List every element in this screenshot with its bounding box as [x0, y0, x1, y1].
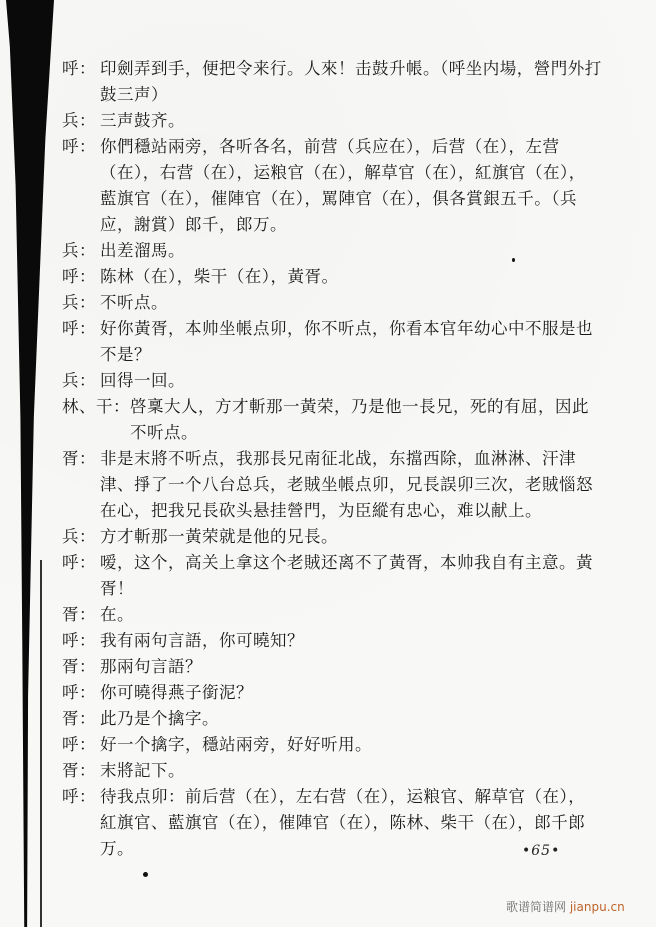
- page-number: •65•: [522, 843, 561, 859]
- dialogue-line: [62, 524, 602, 550]
- speaker-label: 兵：: [62, 241, 96, 260]
- speaker-label: 林、干：: [62, 397, 130, 416]
- dialogue-text: 印劍弄到手，便把令来行。人來！击鼓升帳。（呼坐内場，營門外打鼓三声）: [100, 59, 602, 104]
- dialogue-line: [62, 732, 602, 758]
- dialogue-text: 不听点。: [100, 293, 168, 312]
- dialogue-text: 我有兩句言語，你可曉知？: [100, 631, 304, 650]
- dialogue-line: [62, 56, 602, 108]
- dialogue-line: [62, 654, 602, 680]
- watermark-url: jianpu.cn: [569, 900, 625, 914]
- dialogue-text: 嗳，这个，高关上拿这个老賊还离不了黃胥，本帅我自有主意。黃胥！: [100, 553, 593, 598]
- speaker-label: 胥：: [62, 449, 96, 468]
- speaker-label: 呼：: [62, 267, 96, 286]
- dialogue-text: 好一个擒字，穩站兩旁，好好听用。: [100, 735, 372, 754]
- dialogue-line: [62, 108, 602, 134]
- dialogue-text: 末將記下。: [100, 761, 185, 780]
- speaker-label: 呼：: [62, 631, 96, 650]
- script-dialogue: [62, 56, 602, 862]
- speaker-label: 胥：: [62, 709, 96, 728]
- dialogue-text: 啓稟大人，方才斬那一黃荣，乃是他一長兄，死的有屈，因此不听点。: [130, 397, 589, 442]
- dialogue-line: [62, 316, 602, 368]
- dialogue-text: 那兩句言語？: [100, 657, 202, 676]
- dialogue-text: 待我点卯：前后营（在），左右营（在），运粮官、解草官（在），紅旗官、藍旗官（在），催陣官（在），陈林、柴干（在），郎千郎万。: [100, 787, 586, 858]
- watermark: [506, 898, 625, 915]
- dialogue-text: 非是末將不听点，我那長兄南征北战，东擋西除，血淋淋、汗津津、掙了一个八台总兵，老賊坐帳点卯，兄長誤卯三次，老賊惱怒在心，把我兄長砍头悬挂營門，为臣縱有忠心，难以献上。: [100, 449, 593, 520]
- speaker-label: 兵：: [62, 527, 96, 546]
- dialogue-line: [62, 134, 602, 238]
- speaker-label: 呼：: [62, 683, 96, 702]
- watermark-site-name: 歌谱简谱网: [506, 900, 567, 914]
- dialogue-line: [62, 290, 602, 316]
- dialogue-text: 此乃是个擒字。: [100, 709, 219, 728]
- speaker-label: 胥：: [62, 657, 96, 676]
- speaker-label: 呼：: [62, 553, 96, 572]
- speaker-label: 呼：: [62, 59, 96, 78]
- dialogue-line: [62, 758, 602, 784]
- speaker-label: 呼：: [62, 787, 96, 806]
- speaker-label: 胥：: [62, 761, 96, 780]
- speaker-label: 胥：: [62, 605, 96, 624]
- dialogue-line: [62, 628, 602, 654]
- speaker-label: 兵：: [62, 371, 96, 390]
- dialogue-text: 你可曉得燕子銜泥？: [100, 683, 253, 702]
- dialogue-text: 回得一回。: [100, 371, 185, 390]
- dialogue-line: [62, 394, 602, 446]
- dialogue-text: 方才斬那一黃荣就是他的兄長。: [100, 527, 338, 546]
- dialogue-text: 出差溜馬。: [100, 241, 185, 260]
- dialogue-text: 你們穩站兩旁，各听各名，前营（兵应在），后营（在），左营（在），右营（在），运粮官（在），解草官（在），紅旗官（在），藍旗官（在），催陣官（在），罵陣官（在），俱各賞銀五千。（兵应，謝賞）郎千，郎万。: [100, 137, 586, 234]
- dialogue-line: [62, 368, 602, 394]
- dialogue-line: [62, 550, 602, 602]
- dialogue-text: 好你黃胥，本帅坐帳点卯，你不听点，你看本官年幼心中不服是也不是？: [100, 319, 593, 364]
- dialogue-line: [62, 446, 602, 524]
- ink-speck: [512, 258, 515, 262]
- dialogue-text: 在。: [100, 605, 134, 624]
- dialogue-line: [62, 602, 602, 628]
- binding-edge-line: [40, 560, 42, 927]
- dialogue-line: [62, 706, 602, 732]
- speaker-label: 兵：: [62, 111, 96, 130]
- dialogue-text: 三声鼓齐。: [100, 111, 185, 130]
- dialogue-line: [62, 784, 602, 862]
- ink-speck: [143, 872, 148, 877]
- binding-shadow: [6, 0, 54, 927]
- speaker-label: 呼：: [62, 137, 96, 156]
- dialogue-line: [62, 264, 602, 290]
- dialogue-text: 陈林（在），柴干（在），黃胥。: [100, 267, 339, 286]
- speaker-label: 兵：: [62, 293, 96, 312]
- dialogue-line: [62, 238, 602, 264]
- speaker-label: 呼：: [62, 319, 96, 338]
- speaker-label: 呼：: [62, 735, 96, 754]
- dialogue-line: [62, 680, 602, 706]
